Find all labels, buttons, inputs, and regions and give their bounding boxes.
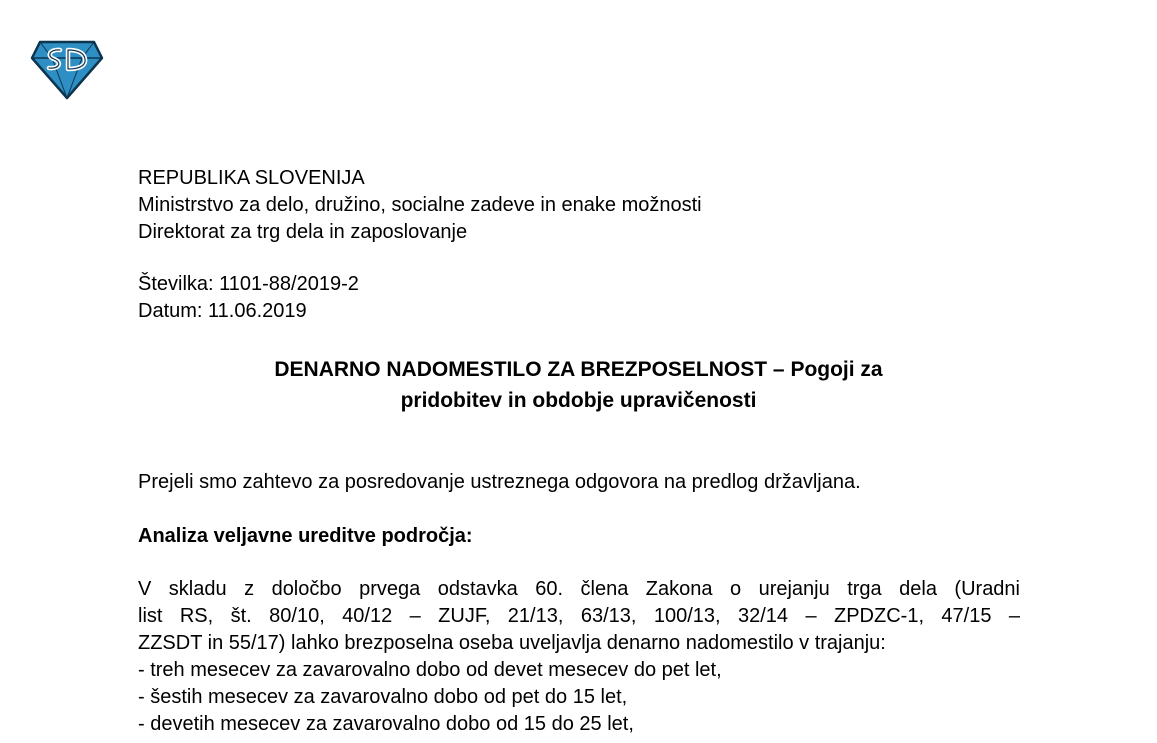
document-number: Številka: 1101-88/2019-2 bbox=[138, 273, 359, 295]
letterhead-directorate: Direktorat za trg dela in zaposlovanje bbox=[138, 221, 468, 243]
paragraph-line-3: ZZSDT in 55/17) lahko brezposelna oseba uveljavlja denarno nadomestilo v trajanju: bbox=[138, 632, 886, 654]
document-meta bbox=[138, 271, 359, 325]
list-item: - šestih mesecev za zavarovalno dobo od pet do 15 let, bbox=[138, 686, 628, 708]
paragraph-line-2: list RS, št. 80/10, 40/12 – ZUJF, 21/13, 63/13, 100/13, 32/14 – ZPDZC-1, 47/15 – bbox=[138, 605, 1020, 627]
title-line-2: pridobitev in obdobje upravičenosti bbox=[400, 389, 757, 412]
body-paragraph bbox=[138, 576, 1020, 738]
section-heading: Analiza veljavne ureditve področja: bbox=[138, 525, 473, 547]
document-title bbox=[120, 354, 1037, 416]
sd-logo-icon bbox=[30, 38, 104, 100]
paragraph-line-1: V skladu z določbo prvega odstavka 60. člena Zakona o urejanju trga dela (Uradni bbox=[138, 578, 1020, 600]
document-date: Datum: 11.06.2019 bbox=[138, 300, 307, 322]
letterhead bbox=[138, 165, 702, 246]
letterhead-country: REPUBLIKA SLOVENIJA bbox=[138, 167, 365, 189]
letterhead-ministry: Ministrstvo za delo, družino, socialne zadeve in enake možnosti bbox=[138, 194, 702, 216]
list-item: - treh mesecev za zavarovalno dobo od devet mesecev do pet let, bbox=[138, 659, 722, 681]
intro-paragraph: Prejeli smo zahtevo za posredovanje ustreznega odgovora na predlog državljana. bbox=[138, 471, 861, 493]
title-line-1: DENARNO NADOMESTILO ZA BREZPOSELNOST – Pogoji za bbox=[274, 358, 883, 381]
list-item: - devetih mesecev za zavarovalno dobo od 15 do 25 let, bbox=[138, 713, 634, 735]
